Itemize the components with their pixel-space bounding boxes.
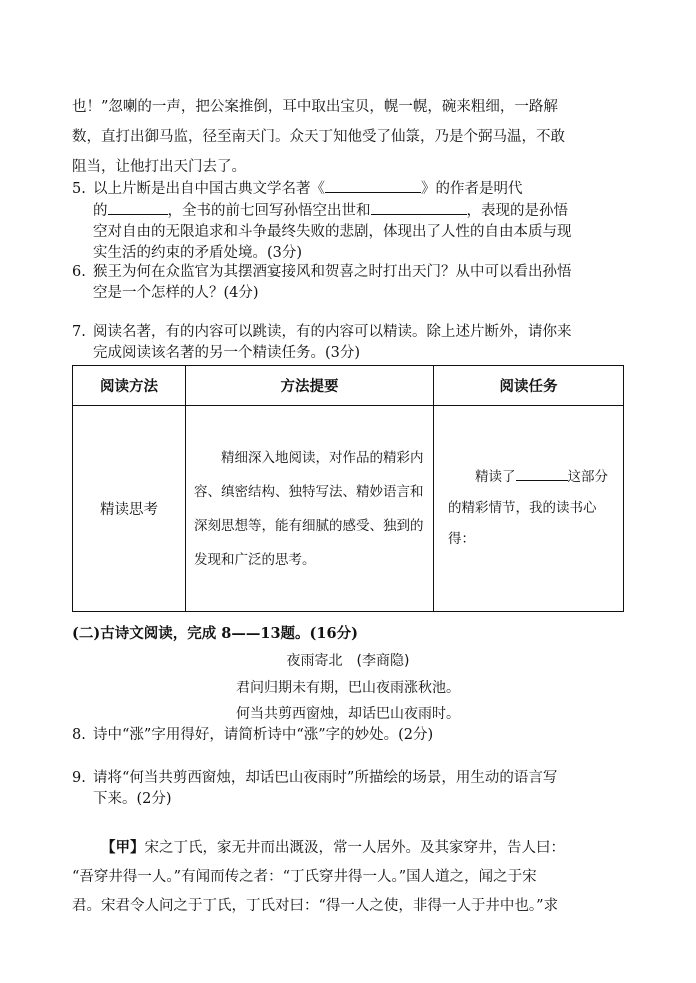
answer-blank[interactable] — [108, 200, 168, 215]
question-number: 9. — [72, 770, 86, 786]
poem-line: 君问归期未有期，巴山夜雨涨秋池。 — [236, 680, 460, 696]
question-5: 5. 以上片断是出自中国古典文学名著《 》的作者是明代 的 ，全书的前七回写孙悟空出世和 ，表现的是孙悟 空对自由的无限追求和斗争最终失败的悲剧，体现出了人性的自由本质与现 实生活的约束的矛盾处境。(3分) — [72, 178, 627, 264]
task-cell: 精读了 这部分的精彩情节，我的读书心得： — [434, 406, 624, 612]
question-7: 7. 阅读名著，有的内容可以跳读，有的内容可以精读。除上述片断外，请你来 完成阅读该名著的另一个精读任务。(3分) — [72, 324, 572, 361]
question-number: 8. — [72, 727, 86, 743]
reading-method-table — [72, 365, 624, 612]
section-heading: (二)古诗文阅读，完成 8——13题。(16分) — [72, 625, 358, 642]
column-header: 方法提要 — [186, 366, 434, 406]
table-row — [73, 406, 624, 612]
passage-line: 也！”忽喇的一声，把公案推倒，耳中取出宝贝，幌一幌，碗来粗细，一路解 — [72, 99, 558, 115]
answer-blank[interactable] — [371, 200, 467, 215]
question-9: 9. 请将“何当共剪西窗烛，却话巴山夜雨时”所描绘的场景，用生动的语言写 下来。(2分) — [72, 770, 558, 807]
question-number: 7. — [72, 324, 86, 340]
passage-excerpt — [72, 92, 634, 182]
summary-cell: 精细深入地阅读，对作品的精彩内容、缜密结构、独特写法、精妙语言和深刻思想等，能有细腻的感受、独到的发现和广泛的思考。 — [186, 406, 434, 612]
question-number: 6. — [72, 264, 86, 280]
answer-blank[interactable] — [516, 466, 568, 481]
answer-blank[interactable] — [325, 178, 421, 193]
table-header-row — [73, 366, 624, 406]
passage-line: 阻当，让他打出天门去了。 — [72, 159, 246, 175]
question-6: 6. 猴王为何在众监官为其摆酒宴接风和贺喜之时打出天门？从中可以看出孙悟 空是一个怎样的人？(4分) — [72, 264, 572, 301]
column-header: 阅读任务 — [434, 366, 624, 406]
question-8: 8. 诗中“涨”字用得好，请简析诗中“涨”字的妙处。(2分) — [72, 725, 627, 746]
method-cell: 精读思考 — [73, 406, 186, 612]
passage-label: 【甲】 — [101, 839, 145, 856]
classical-passage-jia: 【甲】宋之丁氏，家无井而出溉汲，常一人居外。及其家穿井，告人曰： “吾穿井得一人。”有闻而传之者：“丁氏穿井得一人。”国人道之，闻之于宋 君。宋君令人问之于丁氏，丁氏对曰：“得一人之使，非得一人于井中也。”求 — [72, 839, 565, 914]
question-number: 5. — [72, 181, 86, 197]
passage-line: 数，直打出御马监，径至南天门。众天丁知他受了仙箓，乃是个弼马温，不敢 — [72, 129, 565, 145]
column-header: 阅读方法 — [73, 366, 186, 406]
poem-line: 何当共剪西窗烛，却话巴山夜雨时。 — [236, 706, 460, 722]
poem-title: 夜雨寄北 (李商隐) — [286, 653, 410, 669]
